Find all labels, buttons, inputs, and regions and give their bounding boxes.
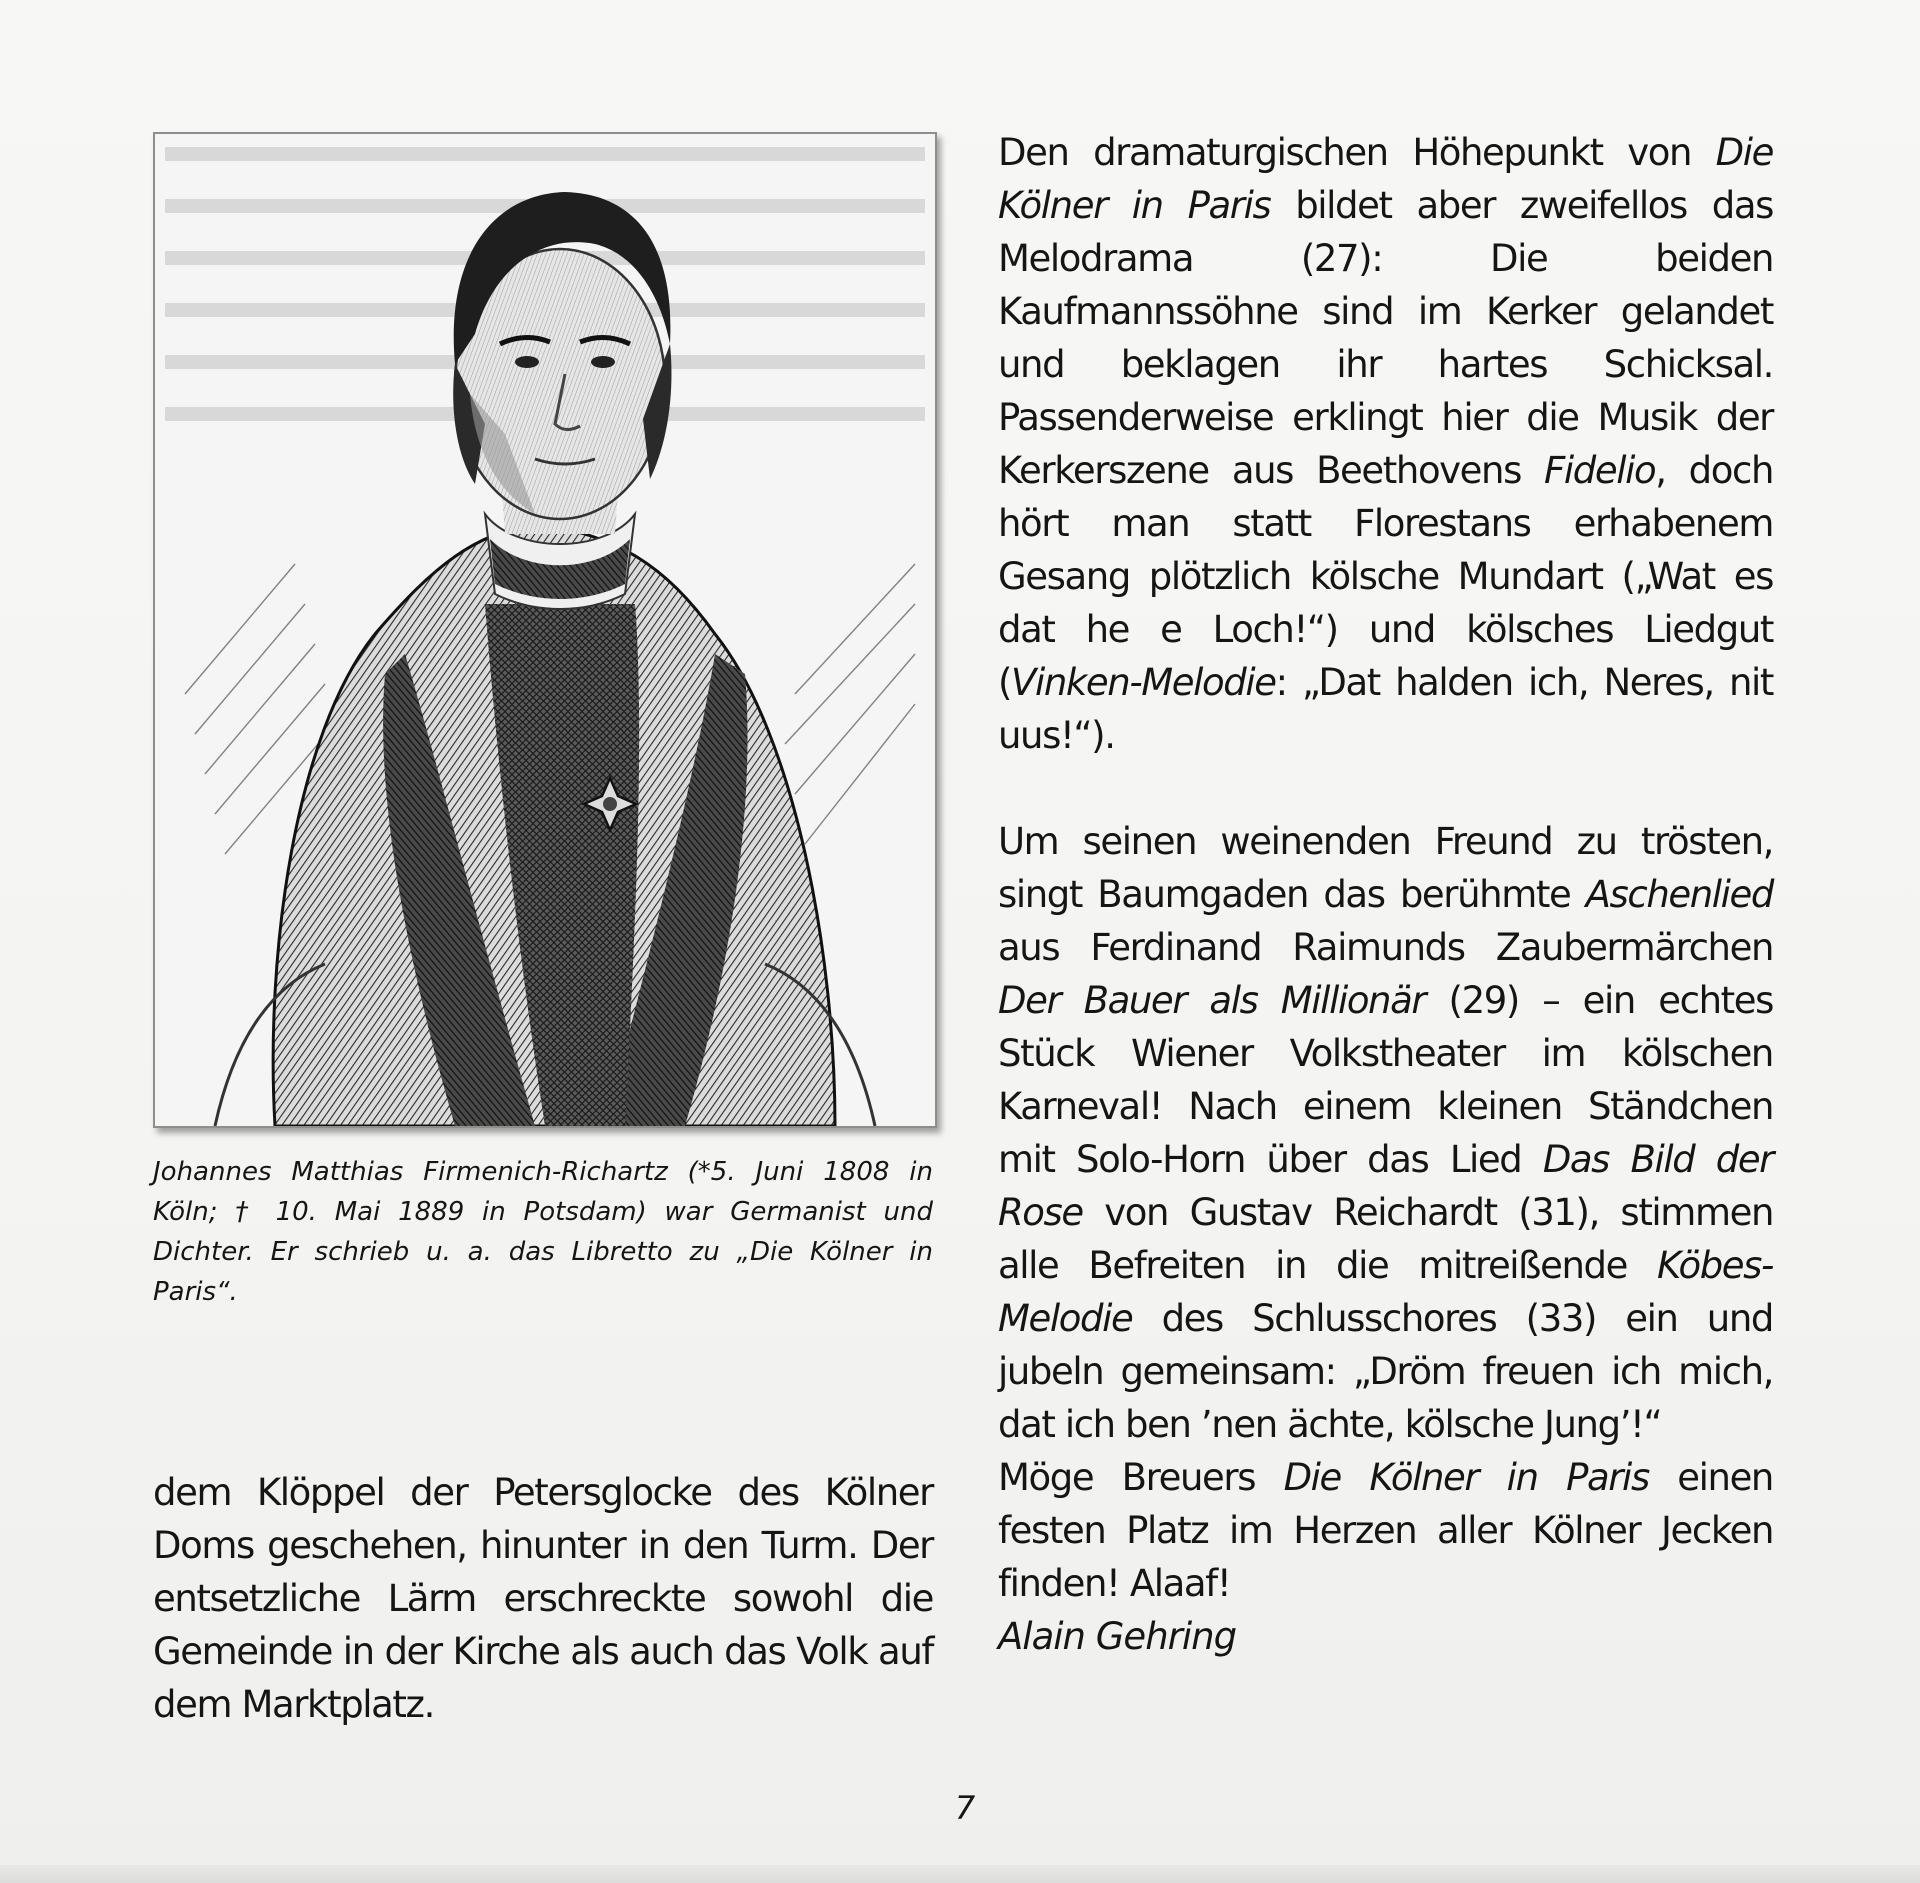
right-column — [998, 126, 1773, 1610]
text-span: Den dramaturgischen Höhepunkt von — [998, 131, 1716, 174]
portrait-caption: Johannes Matthias Firmenich-Richartz (*5. Juni 1808 in Köln; † 10. Mai 1889 in Potsdam) war Germanist und Dichter. Er schrieb u. a. das Libretto zu „Die Kölner in Paris“. — [153, 1157, 933, 1307]
work-title: Fidelio — [1544, 449, 1656, 492]
work-title: Der Bauer als Millionär — [998, 979, 1426, 1022]
text-span: von Gustav Reichardt (31), stimmen alle Befreiten in die mitreißende — [998, 1191, 1773, 1287]
left-column-paragraph: dem Klöppel der Petersglocke des Kölner Doms geschehen, hinunter in den Turm. Der entsetzliche Lärm erschreckte sowohl die Gemeinde in der Kirche als auch das Volk auf dem Marktplatz. — [153, 1471, 933, 1726]
work-title: Vinken-Melodie — [1011, 661, 1276, 704]
text-span: bildet aber zweifellos das Melodrama (27): Die beiden Kaufmannssöhne sind im Kerker gelandet und beklagen ihr hartes Schicksal. Passenderweise erklingt hier die Musik der Kerkerszene aus Beethovens — [998, 184, 1773, 492]
work-title: Das Bild der Rose — [998, 1138, 1773, 1234]
page-number: 7 — [954, 1789, 976, 1827]
text-span: aus Ferdinand Raimunds Zaubermärchen — [998, 926, 1773, 969]
work-title: Die Kölner in Paris — [1283, 1456, 1649, 1499]
text-span: , doch hört man statt Florestans erhabenem Gesang plötzlich kölsche Mundart („Wat es dat he e Loch!“) und kölsches Liedgut ( — [998, 449, 1773, 704]
text-span: Um seinen weinenden Freund zu trösten, singt Baumgaden das berühmte — [998, 820, 1773, 916]
text-span: einen festen Platz im Herzen aller Kölner Jecken finden! Alaaf! — [998, 1456, 1773, 1605]
text-span: des Schlusschores (33) ein und jubeln gemeinsam: „Dröm freuen ich mich, dat ich ben ’nen ächte, kölsche Jung’!“ — [998, 1297, 1773, 1446]
work-title: Köbes-Melodie — [998, 1244, 1773, 1340]
text-span: : „Dat halden ich, Neres, nit uus!“). — [998, 661, 1773, 757]
portrait-illustration — [155, 134, 935, 1126]
text-span: (29) – ein echtes Stück Wiener Volkstheater im kölschen Karneval! Nach einem kleinen Ständchen mit Solo-Horn über das Lied — [998, 979, 1773, 1181]
portrait-engraving — [153, 132, 937, 1128]
author-signature: Alain Gehring — [998, 1615, 1237, 1658]
paragraph-aschenlied — [998, 815, 1773, 1451]
paragraph-closing — [998, 1451, 1773, 1610]
page-bottom-edge — [0, 1865, 1920, 1883]
text-span: Möge Breuers — [998, 1456, 1284, 1499]
work-title: Aschenlied — [1585, 873, 1773, 916]
paragraph-melodrama — [998, 126, 1773, 762]
work-title: Die Kölner in Paris — [998, 131, 1773, 227]
